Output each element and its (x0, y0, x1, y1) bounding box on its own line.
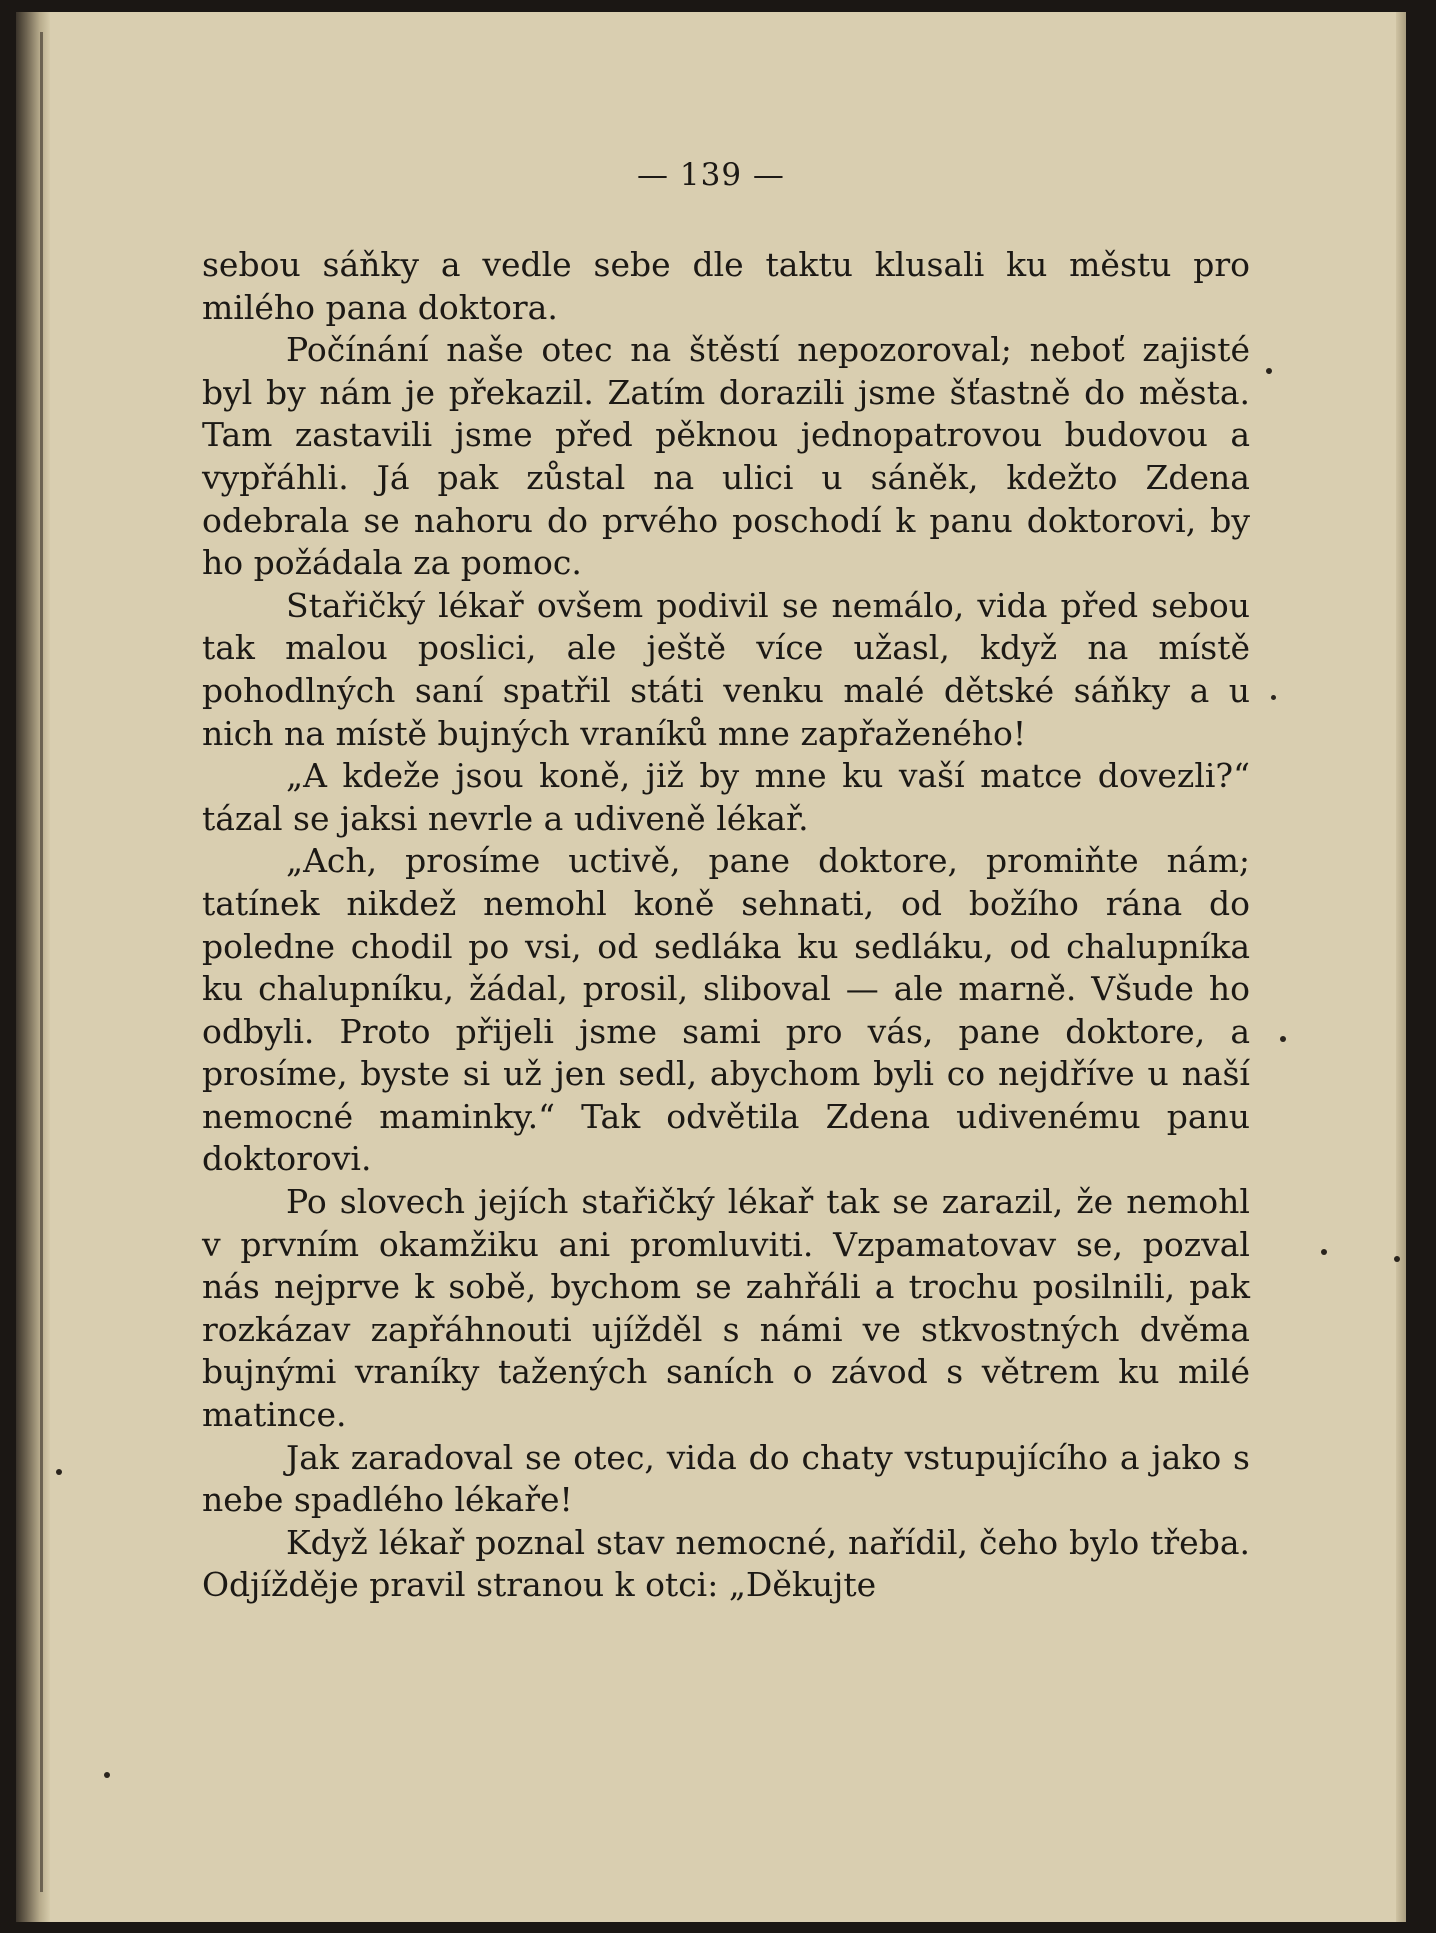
page-edge (1396, 12, 1406, 1922)
paragraph: sebou sáňky a vedle sebe dle taktu klusali ku městu pro milého pana doktora. (202, 245, 1250, 327)
paragraph: Stařičký lékař ovšem podivil se nemálo, vida před sebou tak malou poslici, ale ještě více užasl, když na místě pohodlných saní spatřil státi venku malé dětské sáňky a u nich na místě bujných vraníků mne zapřaženého! (202, 585, 1250, 753)
paragraph: Počínání naše otec na štěstí nepozoroval; neboť zajisté byl by nám je překazil. Zatím dorazili jsme šťastně do města. Tam zastavili jsme před pěknou jednopatrovou budovou a vypřáhli. Já pak zůstal na ulici u sáněk, kdežto Zdena odebrala se nahoru do prvého poschodí k panu doktorovi, by ho požádala za pomoc. (202, 330, 1250, 583)
page-number: — 139 — (637, 157, 785, 193)
ink-speck (1266, 368, 1272, 374)
spine-crease (40, 32, 43, 1892)
book-spine (16, 12, 50, 1922)
book-page (16, 12, 1406, 1922)
ink-speck (56, 1469, 62, 1475)
body-text (202, 244, 1250, 1607)
ink-speck (1321, 1249, 1327, 1255)
ink-speck (104, 1772, 110, 1778)
ink-speck (1271, 695, 1276, 700)
paragraph: Když lékař poznal stav nemocné, nařídil, čeho bylo třeba. Odjížděje pravil stranou k otci: „Děkujte (202, 1522, 1250, 1605)
paragraph: „Ach, prosíme uctivě, pane doktore, promiňte nám; tatínek nikdež nemohl koně sehnati, od božího rána do poledne chodil po vsi, od sedláka ku sedláku, od chalupníka ku chalupníku, žádal, prosil, sliboval — ale marně. Všude ho odbyli. Proto přijeli jsme sami pro vás, pane doktore, a prosíme, byste si už jen sedl, abychom byli co nejdříve u naší nemocné maminky.“ Tak odvětila Zdena udivenému panu doktorovi. (202, 841, 1250, 1179)
paragraph: „A kdeže jsou koně, již by mne ku vaší matce dovezli?“ tázal se jaksi nevrle a udiveně lékař. (202, 756, 1250, 838)
paragraph: Po slovech jejích stařičký lékař tak se zarazil, že nemohl v prvním okamžiku ani promluviti. Vzpamatovav se, pozval nás nejprve k sobě, bychom se zahřáli a trochu posilnili, pak rozkázav zapřáhnouti ujížděl s námi ve stkvostných dvěma bujnými vraníky tažených saních o závod s větrem ku milé matince. (202, 1182, 1250, 1435)
ink-speck (1280, 1036, 1286, 1042)
paragraph: Jak zaradoval se otec, vida do chaty vstupujícího a jako s nebe spadlého lékaře! (202, 1437, 1250, 1520)
ink-speck (1394, 1256, 1400, 1262)
